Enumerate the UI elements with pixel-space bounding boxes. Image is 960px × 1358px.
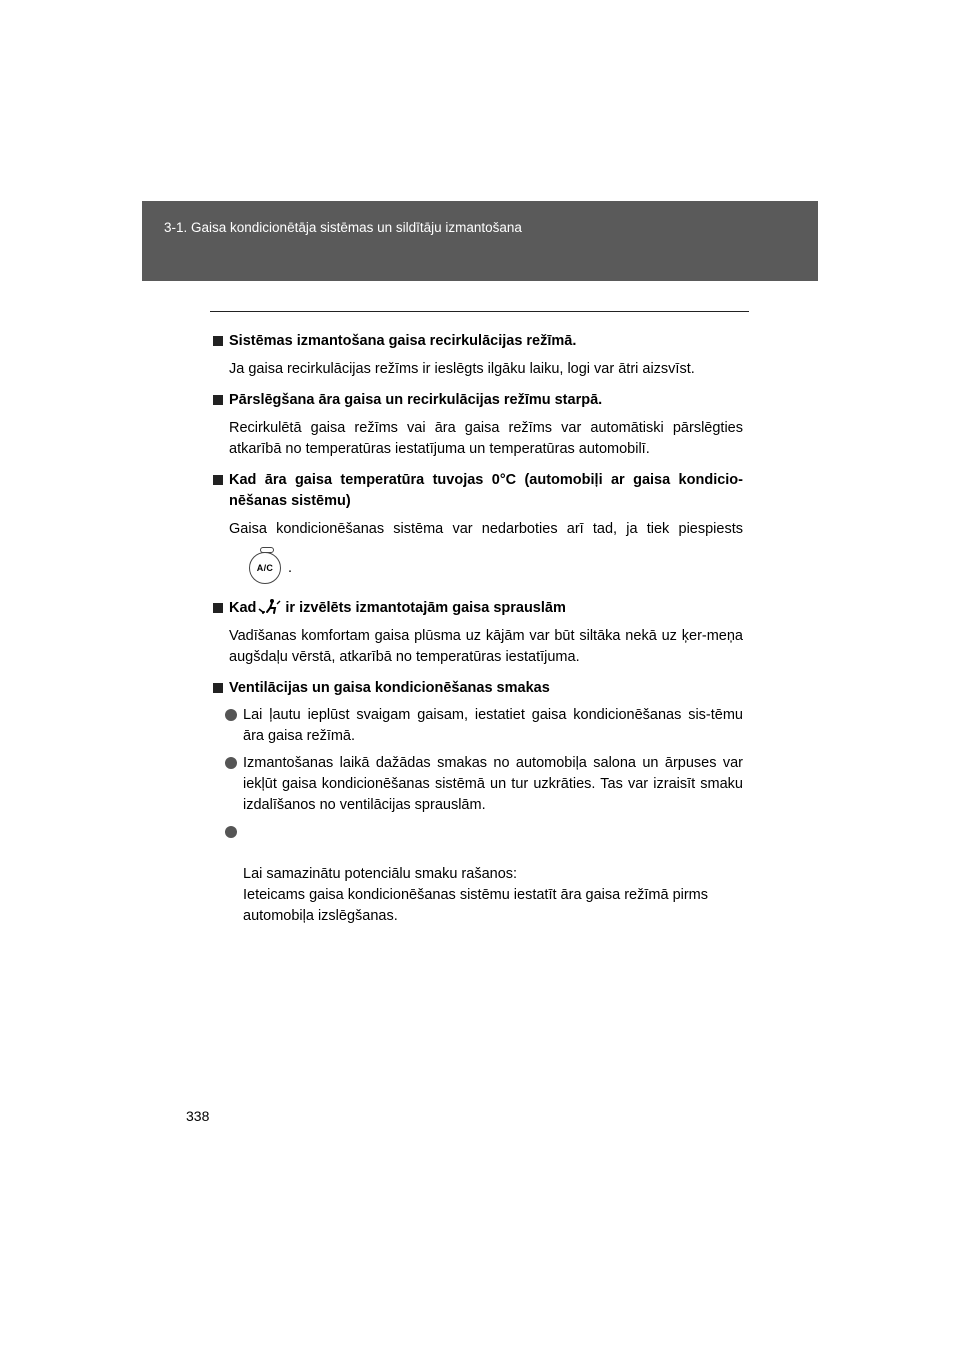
sentence-end: . [288, 560, 293, 576]
section-title-low-temperature: Kad āra gaisa temperatūra tuvojas 0°C (automobiļi ar gaisa kondicio-nēšanas sistēmu) [213, 470, 743, 512]
list-item: Lai samazinātu potenciālu smaku rašanos: Ieteicams gaisa kondicionēšanas sistēmu iestatīt āra gaisa režīmā pirms automobiļa izslēgšanas. [213, 822, 743, 927]
square-bullet-icon [213, 475, 223, 485]
low-temperature-text: Gaisa kondicionēšanas sistēma var nedarboties arī tad, ja tiek piespiests [229, 521, 743, 537]
round-bullet-icon [225, 757, 237, 769]
square-bullet-icon [213, 336, 223, 346]
chapter-header [142, 201, 818, 281]
round-bullet-icon [225, 709, 237, 721]
foot-vent-icon [257, 598, 281, 615]
section-body-mode-switching: Recirkulētā gaisa režīms vai āra gaisa režīms var automātiski pārslēgties atkarībā no temperatūras iestatījuma un temperatūras automobilī. [229, 420, 743, 457]
page-number: 338 [186, 1108, 210, 1124]
section-body-foot-vents: Vadīšanas komfortam gaisa plūsma uz kājām var būt siltāka nekā uz ķer-meņa augšdaļu vērstā, atkarībā no temperatūras iestatījuma. [229, 628, 743, 665]
section-title-foot-vents: Kad ir izvēlēts izmantotajām gaisa sprauslām [213, 598, 743, 619]
section-body-low-temperature [213, 519, 743, 594]
square-bullet-icon [213, 683, 223, 693]
section-body-recirculation: Ja gaisa recirkulācijas režīms ir ieslēgts ilgāku laiku, logi var ātri aizsvīst. [229, 361, 695, 377]
round-bullet-icon [225, 826, 237, 838]
section-divider [210, 311, 749, 312]
ac-button-row [229, 550, 743, 594]
square-bullet-icon [213, 603, 223, 613]
list-item: Izmantošanas laikā dažādas smakas no automobiļa salona un ārpuses var iekļūt gaisa kondicionēšanas sistēmā un tur uzkrāties. Tas var izraisīt smaku izdalīšanos no ventilācijas sprauslām. [213, 753, 743, 816]
ac-button-icon: A/C [249, 552, 281, 584]
page-content [213, 331, 743, 927]
section-title-recirculation: Sistēmas izmantošana gaisa recirkulācijas režīmā. [213, 331, 743, 352]
list-item: Lai ļautu ieplūst svaigam gaisam, iestatiet gaisa kondicionēšanas sis-tēmu āra gaisa režīmā. [213, 705, 743, 747]
chapter-title: 3-1. Gaisa kondicionētāja sistēmas un sildītāju izmantošana [164, 220, 522, 235]
ac-indicator-icon [260, 547, 274, 553]
section-title-odors: Ventilācijas un gaisa kondicionēšanas smakas [213, 678, 743, 699]
section-title-mode-switching: Pārslēgšana āra gaisa un recirkulācijas režīmu starpā. [213, 390, 743, 411]
square-bullet-icon [213, 395, 223, 405]
odor-bullet-list [213, 705, 743, 927]
